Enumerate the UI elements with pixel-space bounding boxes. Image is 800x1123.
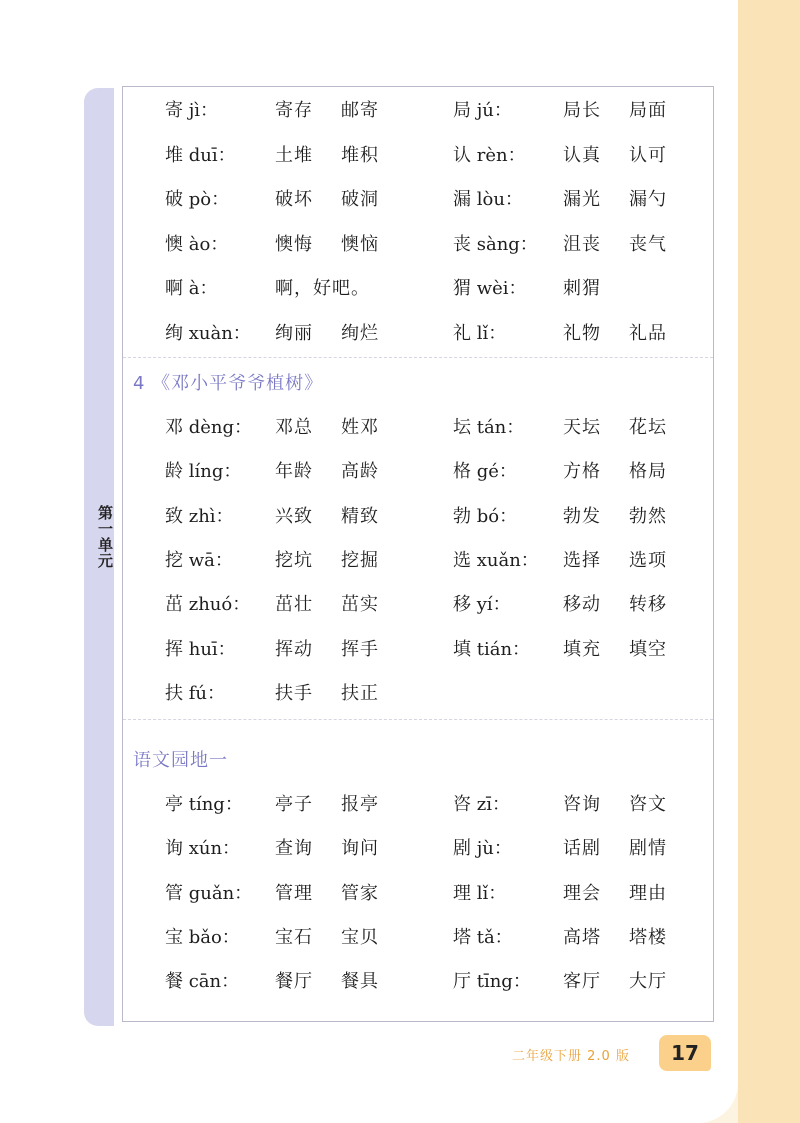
page-edge-strip <box>738 0 800 1123</box>
word-2: 姓邓 <box>341 417 379 438</box>
word-2: 大厅 <box>629 971 667 993</box>
table-row <box>123 679 713 709</box>
word-1: 管理 <box>275 882 313 904</box>
character-pinyin: 格 gé： <box>453 461 517 483</box>
word-1: 邓总 <box>275 417 313 438</box>
character-pinyin: 茁 zhuó： <box>165 594 251 616</box>
word-2: 理由 <box>629 882 667 904</box>
character-pinyin: 绚 xuàn： <box>165 323 251 344</box>
section-title-yuwen-yuandi: 语文园地一 <box>133 750 228 771</box>
character-pinyin: 宝 bǎo： <box>165 926 240 948</box>
word-2: 剧情 <box>629 838 667 860</box>
vocabulary-table <box>122 86 714 1022</box>
word-1: 年龄 <box>275 461 313 483</box>
word-2: 绚烂 <box>341 323 379 344</box>
word-1: 天坛 <box>563 417 601 438</box>
character-pinyin: 填 tián： <box>453 638 531 660</box>
footer-book-label: 二年级下册 2.0 版 <box>512 1049 630 1064</box>
word-2: 挖掘 <box>341 549 379 571</box>
character-pinyin: 理 lǐ： <box>453 882 507 904</box>
character-pinyin: 厅 tīng： <box>453 971 531 993</box>
word-2: 塔楼 <box>629 926 667 948</box>
character-pinyin: 龄 líng： <box>165 461 242 483</box>
table-row <box>123 967 713 997</box>
word-1: 挖坑 <box>275 549 313 571</box>
table-row <box>123 319 713 349</box>
word-2: 局面 <box>629 100 667 121</box>
table-row <box>123 457 713 487</box>
word-2: 茁实 <box>341 594 379 616</box>
word-1: 茁壮 <box>275 594 313 616</box>
unit-side-tab-label: 第一单元 <box>96 505 114 569</box>
word-2: 挥手 <box>341 638 379 660</box>
table-row <box>123 635 713 665</box>
word-2: 宝贝 <box>341 926 379 948</box>
word-1: 移动 <box>563 594 601 616</box>
word-1: 刺猬 <box>563 278 601 300</box>
word-1: 沮丧 <box>563 233 601 255</box>
word-2: 勃然 <box>629 505 667 527</box>
table-row <box>123 413 713 443</box>
word-1: 扶手 <box>275 682 313 704</box>
word-1: 绚丽 <box>275 323 313 344</box>
word-2: 懊恼 <box>341 233 379 255</box>
character-pinyin: 咨 zī： <box>453 794 510 815</box>
word-2: 礼品 <box>629 323 667 344</box>
character-pinyin: 选 xuǎn： <box>453 549 539 571</box>
character-pinyin: 漏 lòu： <box>453 189 523 211</box>
character-pinyin: 寄 jì： <box>165 100 219 121</box>
word-2: 选项 <box>629 549 667 571</box>
word-1: 宝石 <box>275 926 313 948</box>
table-row <box>123 923 713 953</box>
table-row <box>123 96 713 126</box>
word-2: 格局 <box>629 461 667 483</box>
word-2: 堆积 <box>341 144 379 166</box>
word-1: 啊，好吧。 <box>275 278 370 300</box>
word-2: 扶正 <box>341 682 379 704</box>
table-row <box>123 502 713 532</box>
character-pinyin: 塔 tǎ： <box>453 926 513 948</box>
character-pinyin: 懊 ào： <box>165 233 229 255</box>
word-1: 认真 <box>563 144 601 166</box>
word-2: 报亭 <box>341 794 379 815</box>
character-pinyin: 餐 cān： <box>165 971 240 993</box>
character-pinyin: 猬 wèi： <box>453 278 527 300</box>
character-pinyin: 亭 tíng： <box>165 794 243 815</box>
word-1: 方格 <box>563 461 601 483</box>
word-1: 兴致 <box>275 505 313 527</box>
table-row <box>123 185 713 215</box>
page-number: 17 <box>659 1035 711 1071</box>
word-1: 餐厅 <box>275 971 313 993</box>
word-2: 破洞 <box>341 189 379 211</box>
word-1: 选择 <box>563 549 601 571</box>
character-pinyin: 勃 bó： <box>453 505 518 527</box>
character-pinyin: 坛 tán： <box>453 417 525 438</box>
word-1: 高塔 <box>563 926 601 948</box>
character-pinyin: 挥 huī： <box>165 638 236 660</box>
character-pinyin: 邓 dèng： <box>165 417 253 438</box>
character-pinyin: 致 zhì： <box>165 505 234 527</box>
word-2: 认可 <box>629 144 667 166</box>
character-pinyin: 堆 duī： <box>165 144 236 166</box>
word-2: 管家 <box>341 882 379 904</box>
table-row <box>123 274 713 304</box>
section-title-lesson-4: 4 《邓小平爷爷植树》 <box>133 373 324 394</box>
word-1: 客厅 <box>563 971 601 993</box>
word-1: 挥动 <box>275 638 313 660</box>
word-1: 局长 <box>563 100 601 121</box>
character-pinyin: 啊 à： <box>165 278 218 300</box>
table-row <box>123 879 713 909</box>
section-divider <box>123 719 713 720</box>
table-row <box>123 834 713 864</box>
table-row <box>123 790 713 820</box>
word-1: 咨询 <box>563 794 601 815</box>
word-2: 餐具 <box>341 971 379 993</box>
table-row <box>123 590 713 620</box>
character-pinyin: 剧 jù： <box>453 838 512 860</box>
word-1: 破坏 <box>275 189 313 211</box>
word-1: 理会 <box>563 882 601 904</box>
word-2: 高龄 <box>341 461 379 483</box>
character-pinyin: 扶 fú： <box>165 682 225 704</box>
character-pinyin: 询 xún： <box>165 838 241 860</box>
word-1: 话剧 <box>563 838 601 860</box>
word-2: 询问 <box>341 838 379 860</box>
word-1: 寄存 <box>275 100 313 121</box>
word-1: 漏光 <box>563 189 601 211</box>
word-2: 漏勺 <box>629 189 667 211</box>
word-2: 精致 <box>341 505 379 527</box>
character-pinyin: 挖 wā： <box>165 549 233 571</box>
word-1: 亭子 <box>275 794 313 815</box>
word-2: 花坛 <box>629 417 667 438</box>
character-pinyin: 局 jú： <box>453 100 512 121</box>
table-row <box>123 546 713 576</box>
word-1: 土堆 <box>275 144 313 166</box>
word-1: 查询 <box>275 838 313 860</box>
word-2: 邮寄 <box>341 100 379 121</box>
word-1: 懊悔 <box>275 233 313 255</box>
character-pinyin: 丧 sàng： <box>453 233 538 255</box>
word-2: 丧气 <box>629 233 667 255</box>
character-pinyin: 礼 lǐ： <box>453 323 507 344</box>
table-row <box>123 141 713 171</box>
word-1: 礼物 <box>563 323 601 344</box>
word-1: 填充 <box>563 638 601 660</box>
character-pinyin: 破 pò： <box>165 189 230 211</box>
word-2: 转移 <box>629 594 667 616</box>
section-divider <box>123 357 713 358</box>
character-pinyin: 移 yí： <box>453 594 511 616</box>
character-pinyin: 管 guǎn： <box>165 882 253 904</box>
character-pinyin: 认 rèn： <box>453 144 526 166</box>
table-row <box>123 230 713 260</box>
word-2: 填空 <box>629 638 667 660</box>
word-2: 咨文 <box>629 794 667 815</box>
word-1: 勃发 <box>563 505 601 527</box>
